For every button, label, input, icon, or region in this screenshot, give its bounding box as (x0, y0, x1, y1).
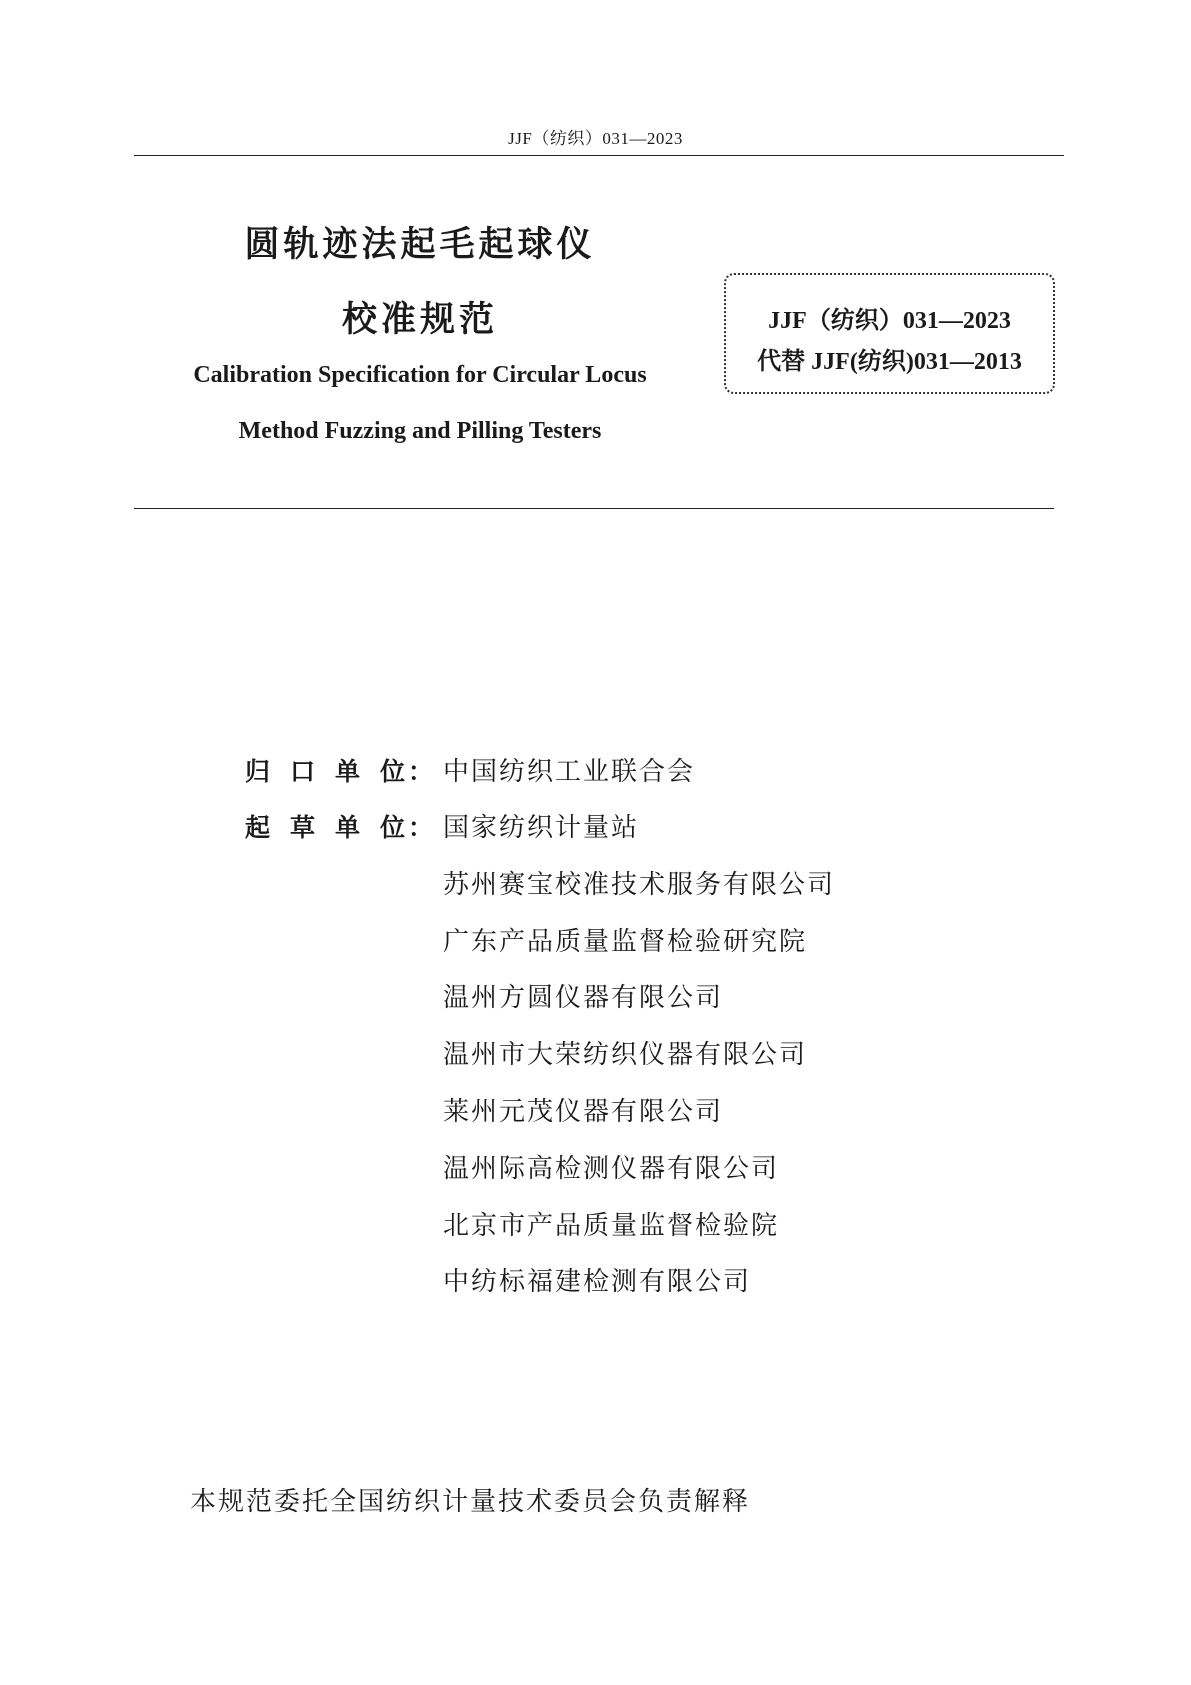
drafting-unit-label (245, 808, 445, 844)
drafting-unit: 温州方圆仪器有限公司 (443, 983, 724, 1013)
label-char: 位 (380, 813, 406, 842)
responsible-unit: 中国纺织工业联合会 (443, 757, 696, 787)
drafting-unit: 莱州元茂仪器有限公司 (443, 1097, 724, 1127)
title-cn-line1: 圆轨迹法起毛起球仪 (244, 225, 596, 265)
drafting-unit: 北京市产品质量监督检验院 (443, 1211, 780, 1241)
label-char: 起 (245, 813, 271, 842)
title-cn-line2: 校准规范 (341, 300, 498, 340)
drafting-unit: 苏州赛宝校准技术服务有限公司 (443, 870, 836, 900)
title-en-line1: Calibration Specification for Circular Locus (193, 362, 647, 388)
drafting-unit: 温州市大荣纺织仪器有限公司 (443, 1040, 808, 1070)
replaces-code: 代替 JJF(纺织)031—2013 (757, 349, 1022, 375)
label-char: 单 (335, 757, 361, 786)
interpretation-note: 本规范委托全国纺织计量技术委员会负责解释 (190, 1487, 751, 1517)
responsible-unit-label (245, 752, 445, 788)
drafting-unit: 国家纺织计量站 (443, 813, 640, 843)
label-char: 单 (335, 813, 361, 842)
title-en-line2: Method Fuzzing and Pilling Testers (238, 418, 602, 444)
drafting-unit: 广东产品质量监督检验研究院 (443, 927, 808, 957)
header-rule (134, 155, 1064, 156)
standard-code: JJF（纺织）031—2023 (768, 308, 1011, 334)
title-rule (134, 508, 1054, 509)
drafting-unit: 温州际高检测仪器有限公司 (443, 1154, 780, 1184)
running-header: JJF（纺织）031—2023 (508, 129, 683, 148)
label-colon: ： (408, 757, 434, 786)
standard-code-box (724, 273, 1055, 394)
label-char: 归 (245, 757, 271, 786)
label-char: 口 (290, 757, 316, 786)
label-char: 位 (380, 757, 406, 786)
drafting-unit: 中纺标福建检测有限公司 (443, 1267, 752, 1297)
label-char: 草 (290, 813, 316, 842)
label-colon: ： (408, 813, 434, 842)
